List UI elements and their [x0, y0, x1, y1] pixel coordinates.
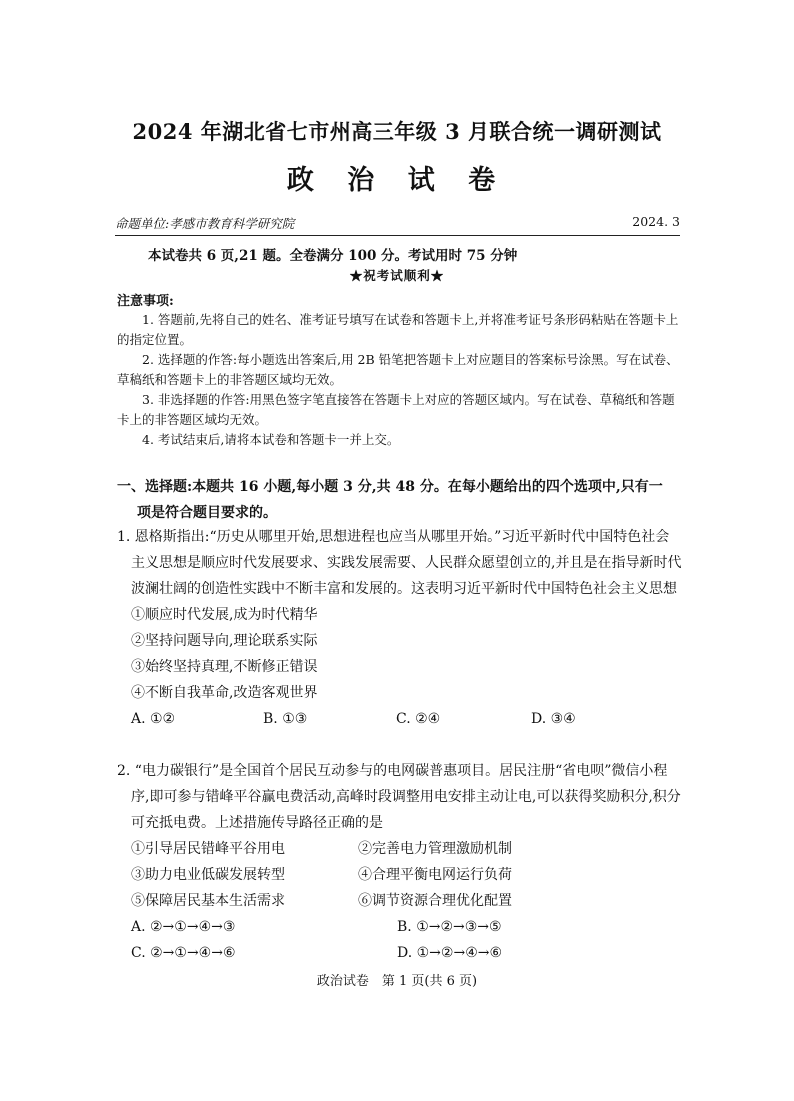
question-option: ③始终坚持真理,不断修正错误	[131, 659, 318, 675]
section-heading-line1: 一、选择题:本题共 16 小题,每小题 3 分,共 48 分。在每小题给出的四个选项中,只有一	[117, 479, 663, 495]
question-option: ②完善电力管理激励机制	[358, 841, 512, 857]
choice-a: A. ②→①→④→③	[131, 919, 236, 935]
question-option: ⑥调节资源合理优化配置	[358, 893, 512, 909]
notice-list	[117, 310, 682, 450]
choice-b: B. ①③	[263, 711, 308, 727]
question-option: ⑤保障居民基本生活需求	[131, 893, 285, 909]
notice-item: 2. 选择题的作答:每小题选出答案后,用 2B 铅笔把答题卡上对应题目的答案标号涂黑。写在试卷、草稿纸和答题卡上的非答题区域均无效。	[117, 352, 679, 387]
exam-info: 本试卷共 6 页,21 题。全卷满分 100 分。考试用时 75 分钟	[148, 248, 518, 264]
good-luck-line: ★祝考试顺利★	[349, 268, 445, 283]
exam-title: 2024 年湖北省七市州高三年级 3 月联合统一调研测试	[132, 119, 662, 144]
subject-title: 政 治 试 卷	[286, 165, 508, 196]
question-option: ④不断自我革命,改造客观世界	[131, 685, 318, 701]
choice-d: D. ①→②→④→⑥	[397, 945, 503, 961]
option-row	[117, 862, 682, 888]
answer-choices	[117, 940, 682, 966]
exam-date: 2024. 3	[632, 214, 680, 229]
section-heading	[117, 474, 682, 526]
choice-c: C. ②→①→④→⑥	[131, 945, 236, 961]
choice-a: A. ①②	[131, 711, 176, 727]
question-stem: 1. 恩格斯指出:“历史从哪里开始,思想进程也应当从哪里开始。”习近平新时代中国特色社会主义思想是顺应时代发展要求、实践发展需要、人民群众愿望创立的,并且是在指导新时代波澜壮阔的创造性实践中不断丰富和发展的。这表明习近平新时代中国特色社会主义思想	[117, 529, 682, 597]
meta-row	[115, 214, 680, 236]
option-row	[117, 888, 682, 914]
question-option: ①顺应时代发展,成为时代精华	[131, 607, 318, 623]
question-2	[117, 758, 682, 966]
section-heading-line2: 项是符合题目要求的。	[137, 505, 277, 521]
author-unit: 命题单位:孝感市教育科学研究院	[115, 216, 295, 231]
question-option: ③助力电业低碳发展转型	[131, 867, 285, 883]
question-stem: 2. “电力碳银行”是全国首个居民互动参与的电网碳普惠项目。居民注册“省电呗”微信小程序,即可参与错峰平谷赢电费活动,高峰时段调整用电安排主动让电,可以获得奖励积分,积分可充抵电费。上述措施传导路径正确的是	[117, 763, 681, 831]
choice-c: C. ②④	[396, 711, 441, 727]
question-option: ①引导居民错峰平谷用电	[131, 841, 285, 857]
question-option: ④合理平衡电网运行负荷	[358, 867, 512, 883]
answer-choices	[117, 914, 682, 940]
choice-b: B. ①→②→③→⑤	[397, 919, 502, 935]
question-1	[117, 524, 682, 732]
option-row	[117, 836, 682, 862]
page-footer: 政治试卷 第 1 页(共 6 页)	[316, 974, 478, 989]
notice-item: 4. 考试结束后,请将本试卷和答题卡一并上交。	[142, 432, 400, 447]
choice-d: D. ③④	[531, 711, 576, 727]
notice-item: 1. 答题前,先将自己的姓名、准考证号填写在试卷和答题卡上,并将准考证号条形码粘贴在答题卡上的指定位置。	[117, 312, 679, 347]
question-option: ②坚持问题导向,理论联系实际	[131, 633, 318, 649]
notice-title: 注意事项:	[117, 294, 174, 309]
notice-item: 3. 非选择题的作答:用黑色签字笔直接答在答题卡上对应的答题区域内。写在试卷、草稿纸和答题卡上的非答题区域均无效。	[117, 392, 675, 427]
answer-choices	[117, 706, 682, 732]
